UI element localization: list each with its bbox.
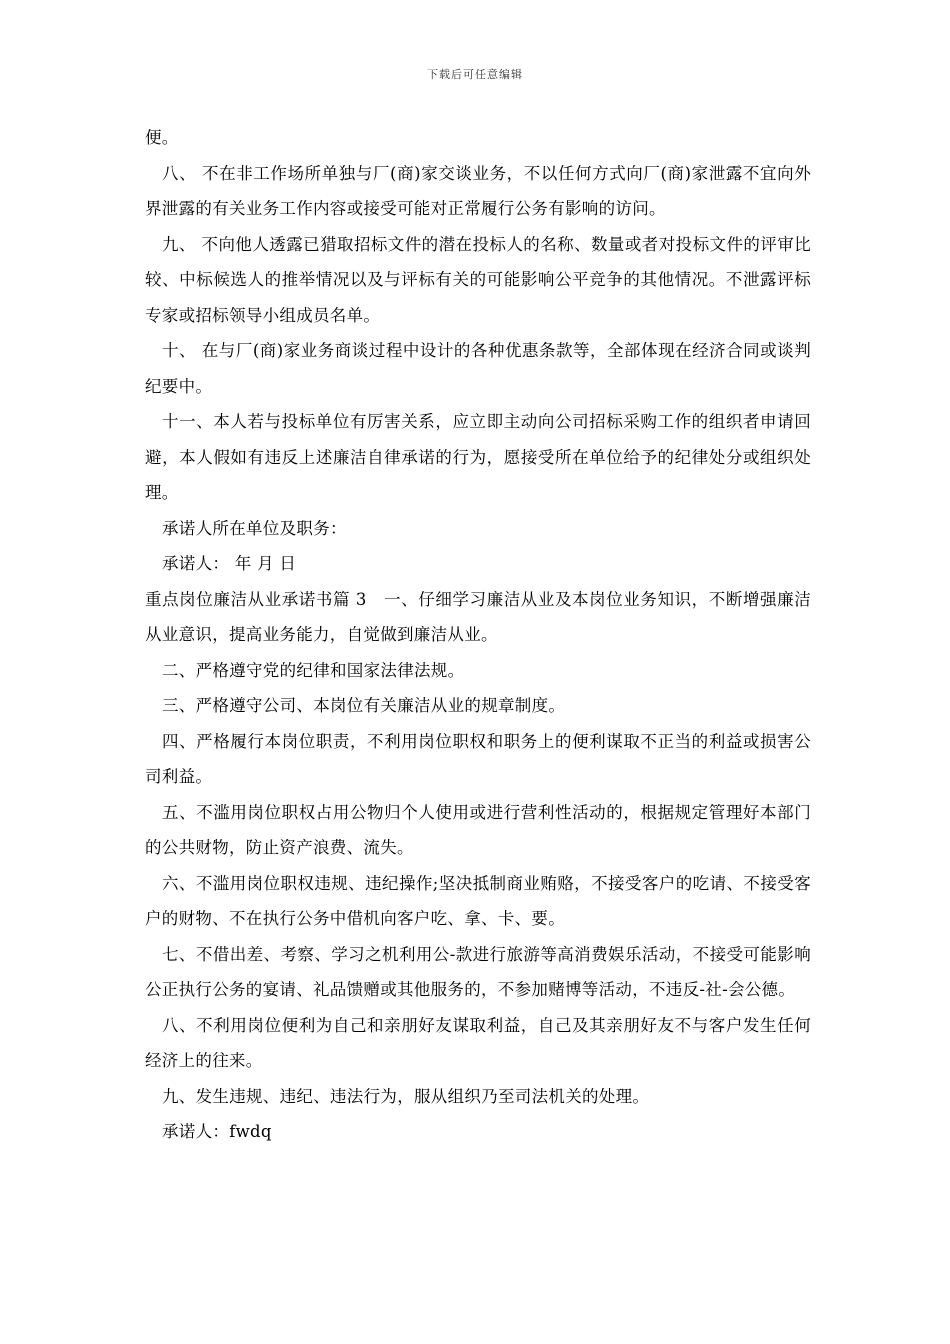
- paragraph: 便。: [145, 128, 179, 147]
- paragraph: 三、严格遵守公司、本岗位有关廉洁从业的规章制度。: [162, 696, 566, 715]
- paragraph: 十一、本人若与投标单位有厉害关系，应立即主动向公司招标采购工作的组织者申请回避，本人假如有违反上述廉洁自律承诺的行为，愿接受所在单位给予的纪律处分或组织处理。: [145, 412, 811, 502]
- paragraph: 八、 不在非工作场所单独与厂(商)家交谈业务，不以任何方式向厂(商)家泄露不宜向外界泄露的有关业务工作内容或接受可能对正常履行公务有影响的访问。: [145, 163, 811, 218]
- signatory-date-line: 承诺人： 年 月 日: [162, 554, 297, 573]
- paragraph: 四、严格履行本岗位职责，不利用岗位职权和职务上的便利谋取不正当的利益或损害公司利益。: [145, 731, 811, 786]
- paragraph: 五、不滥用岗位职权占用公物归个人使用或进行营利性活动的，根据规定管理好本部门的公共财物，防止资产浪费、流失。: [145, 802, 811, 857]
- paragraph: 九、 不向他人透露已猎取招标文件的潜在投标人的名称、数量或者对投标文件的评审比较、中标候选人的推举情况以及与评标有关的可能影响公平竞争的其他情况。不泄露评标专家或招标领导小组成员名单。: [145, 234, 811, 325]
- signatory-unit-line: 承诺人所在单位及职务：: [162, 518, 347, 538]
- paragraph: 九、发生违规、违纪、违法行为，服从组织乃至司法机关的处理。: [162, 1086, 650, 1106]
- section-title-paragraph: 重点岗位廉洁从业承诺书篇 3 一、仔细学习廉洁从业及本岗位业务知识，不断增强廉洁从业意识，提高业务能力，自觉做到廉洁从业。: [145, 589, 811, 644]
- signatory-line: 承诺人：fwdq: [162, 1122, 272, 1141]
- paragraph: 二、严格遵守党的纪律和国家法律法规。: [162, 660, 465, 680]
- paragraph: 八、不利用岗位便利为自己和亲朋好友谋取利益，自己及其亲朋好友不与客户发生任何经济上的往来。: [145, 1015, 811, 1070]
- page-header: 下载后可任意编辑: [427, 68, 523, 81]
- document-body: [145, 120, 811, 1150]
- paragraph: 十、 在与厂(商)家业务商谈过程中设计的各种优惠条款等，全部体现在经济合同或谈判纪要中。: [145, 341, 811, 396]
- paragraph: 六、不滥用岗位职权违规、违纪操作;坚决抵制商业贿赂，不接受客户的吃请、不接受客户的财物、不在执行公务中借机向客户吃、拿、卡、要。: [145, 873, 811, 928]
- paragraph: 七、不借出差、考察、学习之机利用公-款进行旅游等高消费娱乐活动，不接受可能影响公正执行公务的宴请、礼品馈赠或其他服务的，不参加赌博等活动，不违反-社-会公德。: [145, 944, 811, 999]
